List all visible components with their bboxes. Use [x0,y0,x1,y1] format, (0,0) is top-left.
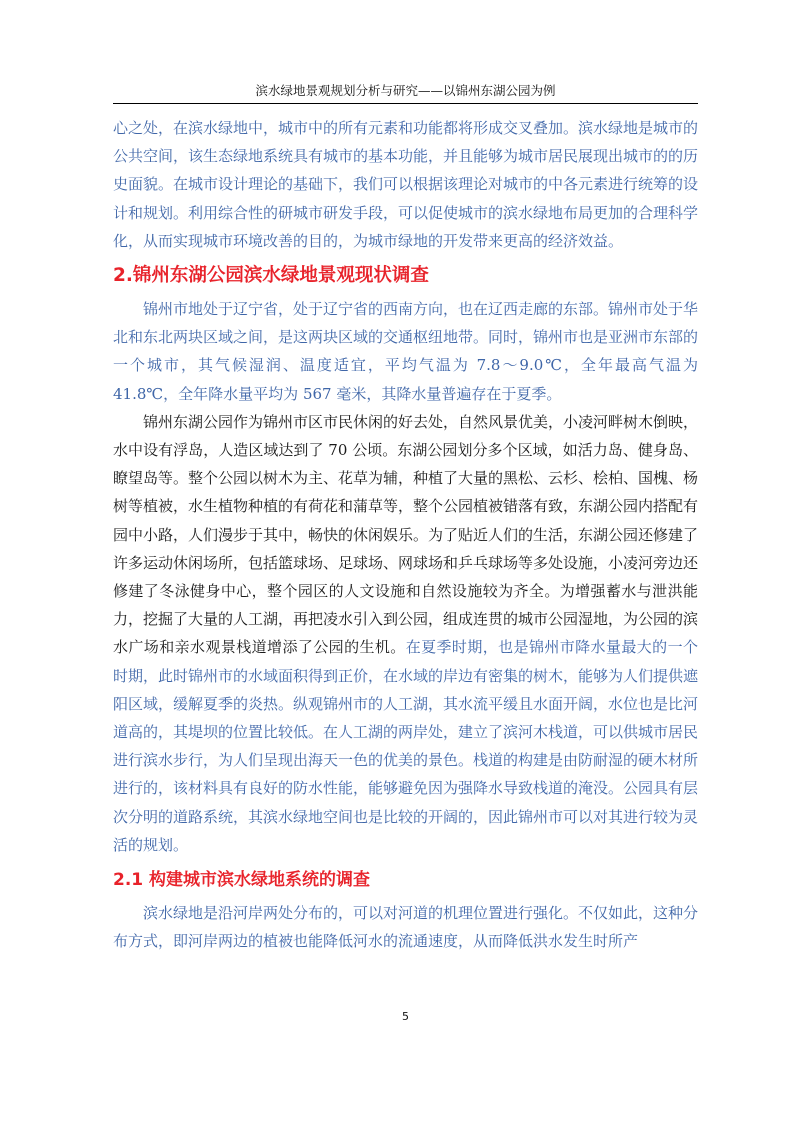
paragraph-jinzhou-climate: 锦州市地处于辽宁省，处于辽宁省的西南方向，也在辽西走廊的东部。锦州市处于华北和东北两块区域之间，是这两块区域的交通枢纽地带。同时，锦州市也是亚洲市东部的一个城市，其气候湿润、温度适宜，平均气温为 7.8～9.0℃，全年最高气温为 41.8℃，全年降水量平均为 567 毫米，其降水量普遍存在于夏季。 [113,300,699,403]
page-content [113,114,698,955]
paragraph-donghu-park-part2: 在夏季时期，也是锦州市降水量最大的一个时期，此时锦州市的水域面积得到正价，在水域的岸边有密集的树木，能够为人们提供遮阳区域，缓解夏季的炎热。纵观锦州市的人工湖，其水流平缓且水面开阔，水位也是比河道高的，其堤坝的位置比较低。在人工湖的两岸处，建立了滨河木栈道，可以供城市居民进行滨水步行，为人们呈现出海天一色的优美的景色。栈道的构建是由防耐湿的硬木材所进行的，该材料具有良好的防水性能，能够避免因为强降水导致栈道的淹没。公园具有层次分明的道路系统，其滨水绿地空间也是比较的开阔的，因此锦州市可以对其进行较为灵活的规划。 [113,638,699,854]
running-header: 滨水绿地景观规划分析与研究——以锦州东湖公园为例 [255,83,556,98]
paragraph-donghu-park-part1: 锦州东湖公园作为锦州市区市民休闲的好去处，自然风景优美，小凌河畔树木倒映，水中设有浮岛，人造区域达到了 70 公顷。东湖公园划分多个区域，如活力岛、健身岛、瞭望岛等。整个公园以树木为主、花草为辅，种植了大量的黑松、云杉、桧柏、国槐、杨树等植被，水生植物种植的有荷花和蒲草等，整个公园植被错落有致，东湖公园内搭配有园中小路，人们漫步于其中，畅快的休闲娱乐。为了贴近人们的生活，东湖公园还修建了许多运动休闲场所，包括篮球场、足球场、网球场和乒乓球场等多处设施，小凌河旁边还修建了冬泳健身中心，整个园区的人文设施和自然设施较为齐全。为增强蓄水与泄洪能力，挖掘了大量的人工湖，再把凌水引入到公园，组成连贯的城市公园湿地，为公园的滨水广场和亲水观景栈道增添了公园的生机。 [113,412,699,657]
paragraph-donghu-park [113,408,698,859]
page-number: 5 [402,1010,409,1023]
header-rule [113,103,698,104]
paragraph-waterfront-green: 滨水绿地是沿河岸两处分布的，可以对河道的机理位置进行强化。不仅如此，这种分布方式，即河岸两边的植被也能降低河水的流通速度，从而降低洪水发生时所产 [113,904,699,951]
section-heading-2-1: 2.1 构建城市滨水绿地系统的调查 [113,870,371,891]
section-heading-2: 2.锦州东湖公园滨水绿地景观现状调查 [113,265,429,287]
paragraph-continued: 心之处，在滨水绿地中，城市中的所有元素和功能都将形成交叉叠加。滨水绿地是城市的公共空间，该生态绿地系统具有城市的基本功能，并且能够为城市居民展现出城市的的历史面貌。在城市设计理论的基础下，我们可以根据该理论对城市的中各元素进行统筹的设计和规划。利用综合性的研城市研发手段，可以促使城市的滨水绿地布局更加的合理科学化，从而实现城市环境改善的目的，为城市绿地的开发带来更高的经济效益。 [113,119,699,250]
